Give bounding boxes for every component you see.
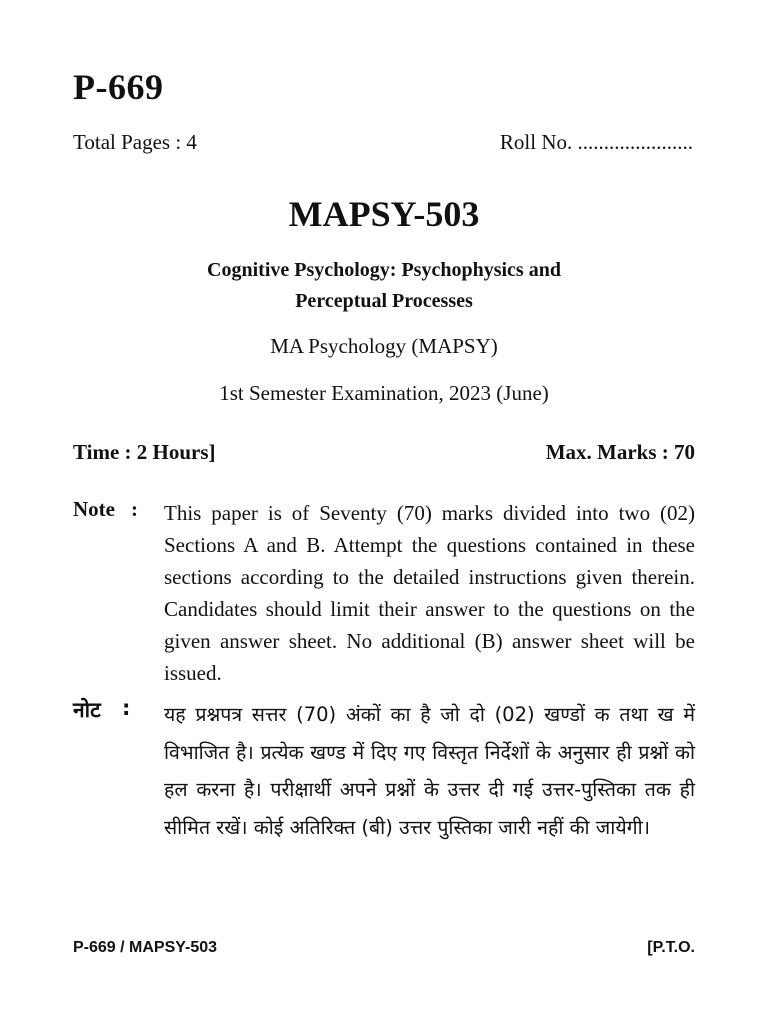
note-text-hindi: यह प्रश्नपत्र सत्तर (70) अंकों का है जो दो (02) खण्डों क तथा ख में विभाजित है। प्रत्येक खण्ड में दिए गए विस्तृत निर्देशों के अनुसार ही प्रश्नों को हल करना है। परीक्षार्थी अपने प्रश्नों के उत्तर दी गई उत्तर-पुस्तिका तक ही सीमित रखें। कोई अतिरिक्त (बी) उत्तर पुस्तिका जारी नहीं की जायेगी। bbox=[164, 703, 695, 839]
note-text-english: This paper is of Seventy (70) marks divided into two (02) Sections A and B. Attempt the questions contained in these sections according to the detailed instructions given therein. Candidates should limit their answer to the questions on the given answer sheet. No additional (B) answer sheet will be issued. bbox=[164, 501, 695, 685]
roll-number-field: Roll No. ...................... bbox=[499, 130, 693, 154]
exam-name: 1st Semester Examination, 2023 (June) bbox=[219, 381, 549, 405]
footer-paper-code: P-669 / MAPSY-503 bbox=[73, 939, 218, 956]
total-pages: Total Pages : 4 bbox=[73, 130, 197, 154]
max-marks: Max. Marks : 70 bbox=[545, 440, 695, 464]
programme-name: MA Psychology (MAPSY) bbox=[270, 334, 498, 358]
course-title-line-2: Perceptual Processes bbox=[295, 290, 473, 312]
note-label-hindi: नोट bbox=[73, 698, 101, 722]
note-colon: : bbox=[131, 497, 138, 521]
note-colon-hindi: : bbox=[122, 696, 131, 720]
note-label: Note bbox=[73, 497, 115, 521]
exam-time: Time : 2 Hours] bbox=[73, 440, 216, 464]
footer-pto: [P.T.O. bbox=[647, 939, 695, 956]
course-title bbox=[0, 255, 768, 317]
paper-code: P-669 bbox=[73, 67, 164, 107]
course-title-line-1: Cognitive Psychology: Psychophysics and bbox=[207, 259, 561, 281]
course-code: MAPSY-503 bbox=[288, 194, 480, 234]
